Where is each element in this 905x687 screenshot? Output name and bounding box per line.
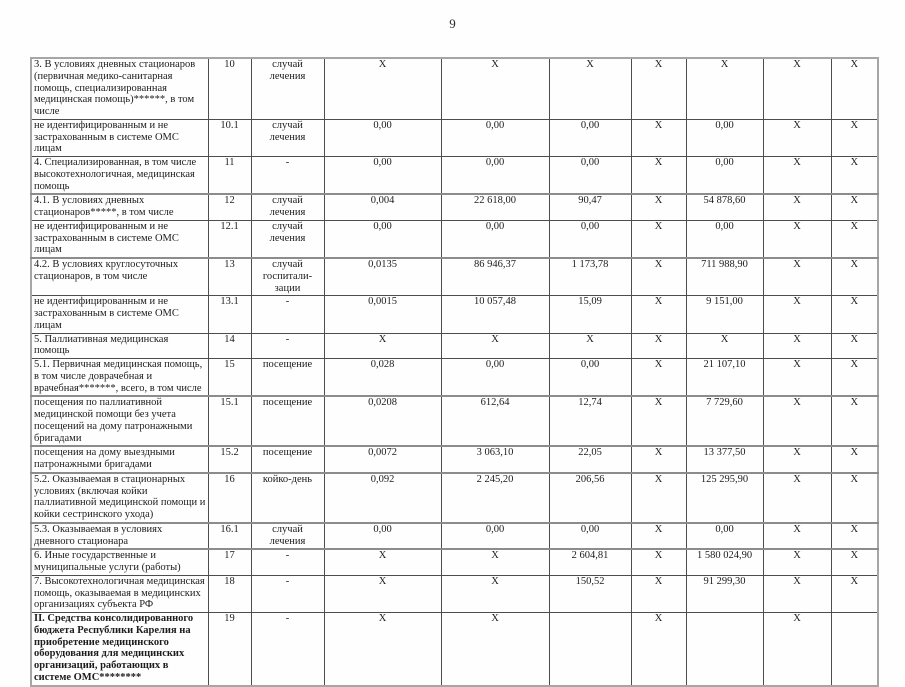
row-number-cell: 16 bbox=[208, 473, 251, 523]
value-cell: X bbox=[831, 446, 878, 473]
value-cell: 13 377,50 bbox=[686, 446, 763, 473]
value-cell: 0,00 bbox=[324, 119, 441, 156]
value-cell: X bbox=[831, 258, 878, 296]
table-row bbox=[31, 220, 878, 258]
unit-cell: случай лечения bbox=[251, 194, 324, 220]
table-row bbox=[31, 359, 878, 397]
value-cell: 0,00 bbox=[549, 523, 631, 550]
value-cell: X bbox=[631, 220, 686, 258]
table-row bbox=[31, 549, 878, 575]
value-cell: X bbox=[324, 58, 441, 119]
row-label-cell: посещения на дому выездными патронажными бригадами bbox=[31, 446, 208, 473]
row-number-cell: 12 bbox=[208, 194, 251, 220]
budget-table-body bbox=[31, 58, 878, 686]
table-row bbox=[31, 333, 878, 359]
value-cell: X bbox=[763, 549, 831, 575]
table-row bbox=[31, 396, 878, 446]
value-cell: 54 878,60 bbox=[686, 194, 763, 220]
row-label-cell: 4.1. В условиях дневных стационаров*****, в том числе bbox=[31, 194, 208, 220]
value-cell: X bbox=[763, 194, 831, 220]
value-cell: 0,00 bbox=[441, 359, 549, 397]
value-cell: 0,00 bbox=[324, 523, 441, 550]
value-cell: 9 151,00 bbox=[686, 296, 763, 333]
value-cell: X bbox=[763, 359, 831, 397]
value-cell: X bbox=[631, 333, 686, 359]
row-number-cell: 16.1 bbox=[208, 523, 251, 550]
value-cell: X bbox=[631, 549, 686, 575]
unit-cell: посещение bbox=[251, 359, 324, 397]
value-cell: X bbox=[631, 194, 686, 220]
row-label-cell: 4.2. В условиях круглосуточных стационаров, в том числе bbox=[31, 258, 208, 296]
table-row bbox=[31, 119, 878, 156]
unit-cell: случай лечения bbox=[251, 119, 324, 156]
value-cell: X bbox=[441, 549, 549, 575]
value-cell: X bbox=[831, 220, 878, 258]
value-cell: 0,0015 bbox=[324, 296, 441, 333]
value-cell: 0,00 bbox=[441, 220, 549, 258]
value-cell: X bbox=[631, 575, 686, 612]
value-cell: X bbox=[763, 220, 831, 258]
value-cell: 125 295,90 bbox=[686, 473, 763, 523]
row-label-cell: 6. Иные государственные и муниципальные услуги (работы) bbox=[31, 549, 208, 575]
value-cell: 0,0135 bbox=[324, 258, 441, 296]
value-cell: X bbox=[831, 359, 878, 397]
row-label-cell: II. Средства консолидированного бюджета Республики Карелия на приобретение медицинского оборудования для медицинских организаций, работающих в системе ОМС******** bbox=[31, 613, 208, 686]
value-cell bbox=[831, 613, 878, 686]
value-cell: X bbox=[831, 157, 878, 195]
value-cell: X bbox=[441, 613, 549, 686]
value-cell: X bbox=[763, 473, 831, 523]
value-cell: X bbox=[763, 396, 831, 446]
value-cell: 150,52 bbox=[549, 575, 631, 612]
value-cell: X bbox=[831, 333, 878, 359]
value-cell: 0,00 bbox=[441, 157, 549, 195]
value-cell: 206,56 bbox=[549, 473, 631, 523]
row-number-cell: 13 bbox=[208, 258, 251, 296]
row-label-cell: 5. Паллиативная медицинская помощь bbox=[31, 333, 208, 359]
value-cell: 12,74 bbox=[549, 396, 631, 446]
budget-table bbox=[30, 57, 879, 687]
value-cell: X bbox=[324, 575, 441, 612]
value-cell: X bbox=[763, 613, 831, 686]
value-cell: X bbox=[324, 613, 441, 686]
value-cell: X bbox=[549, 58, 631, 119]
value-cell: X bbox=[831, 396, 878, 446]
unit-cell: посещение bbox=[251, 446, 324, 473]
unit-cell: случай лечения bbox=[251, 58, 324, 119]
value-cell: 91 299,30 bbox=[686, 575, 763, 612]
table-row bbox=[31, 258, 878, 296]
value-cell: 0,00 bbox=[441, 119, 549, 156]
row-number-cell: 14 bbox=[208, 333, 251, 359]
value-cell: X bbox=[631, 157, 686, 195]
value-cell: X bbox=[831, 119, 878, 156]
table-row bbox=[31, 613, 878, 686]
value-cell: 1 173,78 bbox=[549, 258, 631, 296]
unit-cell: случай лечения bbox=[251, 523, 324, 550]
value-cell: X bbox=[441, 575, 549, 612]
row-number-cell: 11 bbox=[208, 157, 251, 195]
value-cell: X bbox=[831, 549, 878, 575]
value-cell: 22 618,00 bbox=[441, 194, 549, 220]
row-label-cell: 5.1. Первичная медицинская помощь, в том числе доврачебная и врачебная*******, всего, в том числе bbox=[31, 359, 208, 397]
value-cell: 0,0208 bbox=[324, 396, 441, 446]
value-cell: X bbox=[631, 523, 686, 550]
row-label-cell: посещения по паллиативной медицинской помощи без учета посещений на дому патронажными бригадами bbox=[31, 396, 208, 446]
value-cell: 2 245,20 bbox=[441, 473, 549, 523]
row-number-cell: 17 bbox=[208, 549, 251, 575]
row-number-cell: 10 bbox=[208, 58, 251, 119]
row-label-cell: 7. Высокотехнологичная медицинская помощь, оказываемая в медицинских организациях субъекта РФ bbox=[31, 575, 208, 612]
table-row bbox=[31, 58, 878, 119]
value-cell: 711 988,90 bbox=[686, 258, 763, 296]
value-cell: 0,00 bbox=[686, 220, 763, 258]
row-number-cell: 15.2 bbox=[208, 446, 251, 473]
table-row bbox=[31, 296, 878, 333]
value-cell: 22,05 bbox=[549, 446, 631, 473]
value-cell: X bbox=[631, 58, 686, 119]
value-cell: X bbox=[324, 333, 441, 359]
row-number-cell: 13.1 bbox=[208, 296, 251, 333]
value-cell: 0,00 bbox=[324, 157, 441, 195]
unit-cell: посещение bbox=[251, 396, 324, 446]
value-cell: X bbox=[763, 157, 831, 195]
unit-cell: - bbox=[251, 575, 324, 612]
value-cell: X bbox=[763, 119, 831, 156]
value-cell: 0,028 bbox=[324, 359, 441, 397]
value-cell: 0,00 bbox=[549, 119, 631, 156]
unit-cell: - bbox=[251, 333, 324, 359]
value-cell: X bbox=[324, 549, 441, 575]
value-cell: 15,09 bbox=[549, 296, 631, 333]
value-cell: X bbox=[831, 296, 878, 333]
value-cell: X bbox=[631, 119, 686, 156]
value-cell: X bbox=[763, 446, 831, 473]
value-cell: X bbox=[441, 58, 549, 119]
value-cell: 0,00 bbox=[549, 359, 631, 397]
page-number: 9 bbox=[449, 16, 456, 31]
value-cell: 10 057,48 bbox=[441, 296, 549, 333]
value-cell: 0,00 bbox=[549, 220, 631, 258]
value-cell: 0,00 bbox=[324, 220, 441, 258]
value-cell: 0,00 bbox=[686, 523, 763, 550]
row-label-cell: 3. В условиях дневных стационаров (первичная медико-санитарная помощь, специализированная медицинская помощь)******, в том числе bbox=[31, 58, 208, 119]
value-cell: X bbox=[763, 296, 831, 333]
value-cell: X bbox=[631, 446, 686, 473]
value-cell: 21 107,10 bbox=[686, 359, 763, 397]
value-cell: X bbox=[631, 613, 686, 686]
row-number-cell: 18 bbox=[208, 575, 251, 612]
row-label-cell: 5.3. Оказываемая в условиях дневного стационара bbox=[31, 523, 208, 550]
row-number-cell: 15 bbox=[208, 359, 251, 397]
value-cell: X bbox=[831, 194, 878, 220]
value-cell: 0,00 bbox=[549, 157, 631, 195]
value-cell: X bbox=[831, 523, 878, 550]
value-cell: 0,00 bbox=[686, 157, 763, 195]
value-cell: 0,092 bbox=[324, 473, 441, 523]
row-number-cell: 19 bbox=[208, 613, 251, 686]
table-row bbox=[31, 575, 878, 612]
value-cell: X bbox=[763, 258, 831, 296]
value-cell: X bbox=[686, 333, 763, 359]
value-cell: X bbox=[831, 575, 878, 612]
table-row bbox=[31, 446, 878, 473]
unit-cell: - bbox=[251, 613, 324, 686]
value-cell: X bbox=[763, 575, 831, 612]
value-cell: 0,0072 bbox=[324, 446, 441, 473]
unit-cell: случай госпитали-зации bbox=[251, 258, 324, 296]
value-cell: X bbox=[763, 58, 831, 119]
unit-cell: койко-день bbox=[251, 473, 324, 523]
value-cell: X bbox=[686, 58, 763, 119]
value-cell: X bbox=[631, 296, 686, 333]
row-label-cell: не идентифицированным и не застрахованным в системе ОМС лицам bbox=[31, 220, 208, 258]
unit-cell: - bbox=[251, 296, 324, 333]
row-label-cell: 5.2. Оказываемая в стационарных условиях (включая койки паллиативной медицинской помощи и койки сестринского ухода) bbox=[31, 473, 208, 523]
value-cell: X bbox=[631, 473, 686, 523]
value-cell: X bbox=[549, 333, 631, 359]
table-row bbox=[31, 157, 878, 195]
value-cell: 2 604,81 bbox=[549, 549, 631, 575]
value-cell: 0,00 bbox=[441, 523, 549, 550]
unit-cell: - bbox=[251, 549, 324, 575]
unit-cell: случай лечения bbox=[251, 220, 324, 258]
table-row bbox=[31, 523, 878, 550]
value-cell: 0,00 bbox=[686, 119, 763, 156]
value-cell: 0,004 bbox=[324, 194, 441, 220]
value-cell: X bbox=[631, 258, 686, 296]
value-cell: 3 063,10 bbox=[441, 446, 549, 473]
row-label-cell: не идентифицированным и не застрахованным в системе ОМС лицам bbox=[31, 119, 208, 156]
value-cell: X bbox=[763, 333, 831, 359]
unit-cell: - bbox=[251, 157, 324, 195]
value-cell: X bbox=[763, 523, 831, 550]
value-cell: X bbox=[831, 473, 878, 523]
value-cell: X bbox=[631, 396, 686, 446]
value-cell: X bbox=[441, 333, 549, 359]
table-row bbox=[31, 194, 878, 220]
row-number-cell: 10.1 bbox=[208, 119, 251, 156]
value-cell bbox=[686, 613, 763, 686]
row-number-cell: 15.1 bbox=[208, 396, 251, 446]
value-cell: X bbox=[631, 359, 686, 397]
row-label-cell: 4. Специализированная, в том числе высокотехнологичная, медицинская помощь bbox=[31, 157, 208, 195]
value-cell bbox=[549, 613, 631, 686]
value-cell: 1 580 024,90 bbox=[686, 549, 763, 575]
value-cell: 90,47 bbox=[549, 194, 631, 220]
value-cell: 612,64 bbox=[441, 396, 549, 446]
row-number-cell: 12.1 bbox=[208, 220, 251, 258]
value-cell: 7 729,60 bbox=[686, 396, 763, 446]
value-cell: X bbox=[831, 58, 878, 119]
value-cell: 86 946,37 bbox=[441, 258, 549, 296]
table-row bbox=[31, 473, 878, 523]
row-label-cell: не идентифицированным и не застрахованным в системе ОМС лицам bbox=[31, 296, 208, 333]
